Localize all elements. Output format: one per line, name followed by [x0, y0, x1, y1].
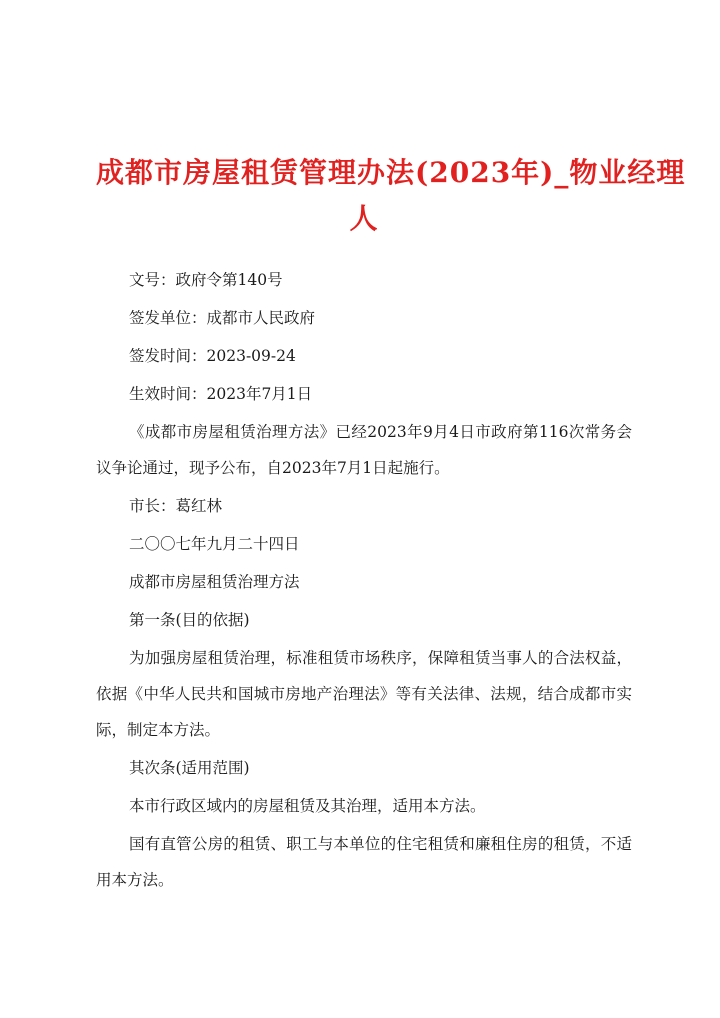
document-title	[96, 150, 686, 242]
article-1-line-3: 成都市实际，制定本方法。	[96, 685, 632, 739]
title-line-1: 成都市房屋租赁管理办法(2023年)_物业经理	[96, 156, 686, 189]
mayor-signature: 市长：葛红林	[129, 497, 223, 515]
article-1-line-2: 益，依据《中华人民共和国城市房地产治理法》等有关法律、法规，结合	[96, 649, 632, 703]
article-1-body	[96, 640, 632, 748]
announcement-paragraph	[96, 414, 632, 486]
signing-date: 二〇〇七年九月二十四日	[129, 535, 300, 553]
issue-date: 签发时间：2023-09-24	[129, 347, 296, 365]
article-2-body-1: 本市行政区域内的房屋租赁及其治理，适用本方法。	[129, 797, 486, 815]
announcement-line-1: 《成都市房屋租赁治理方法》已经2023年9月4日市政府第116次	[129, 423, 585, 441]
article-2-body-2-line-1: 国有直管公房的租赁、职工与本单位的住宅租赁和廉租住房的租赁，	[129, 835, 601, 853]
regulation-title: 成都市房屋租赁治理方法	[129, 573, 300, 591]
article-1-line-1: 为加强房屋租赁治理，标准租赁市场秩序，保障租赁当事人的合法权	[129, 649, 601, 667]
article-2-body-2	[96, 826, 632, 898]
article-1-heading: 第一条(目的依据)	[129, 611, 250, 629]
issuing-unit: 签发单位：成都市人民政府	[129, 309, 316, 327]
article-2-heading: 其次条(适用范围)	[129, 759, 250, 777]
announcement-line-2: 常务会议争论通过，现予公布，自2023年7月1日起施行。	[96, 423, 632, 477]
effective-date: 生效时间：2023年7月1日	[129, 385, 313, 403]
article-2-body-2-line-2: 不适用本方法。	[96, 835, 632, 889]
document-body	[96, 262, 632, 898]
title-line-2: 人	[349, 202, 379, 235]
doc-number: 文号：政府令第140号	[129, 271, 283, 289]
